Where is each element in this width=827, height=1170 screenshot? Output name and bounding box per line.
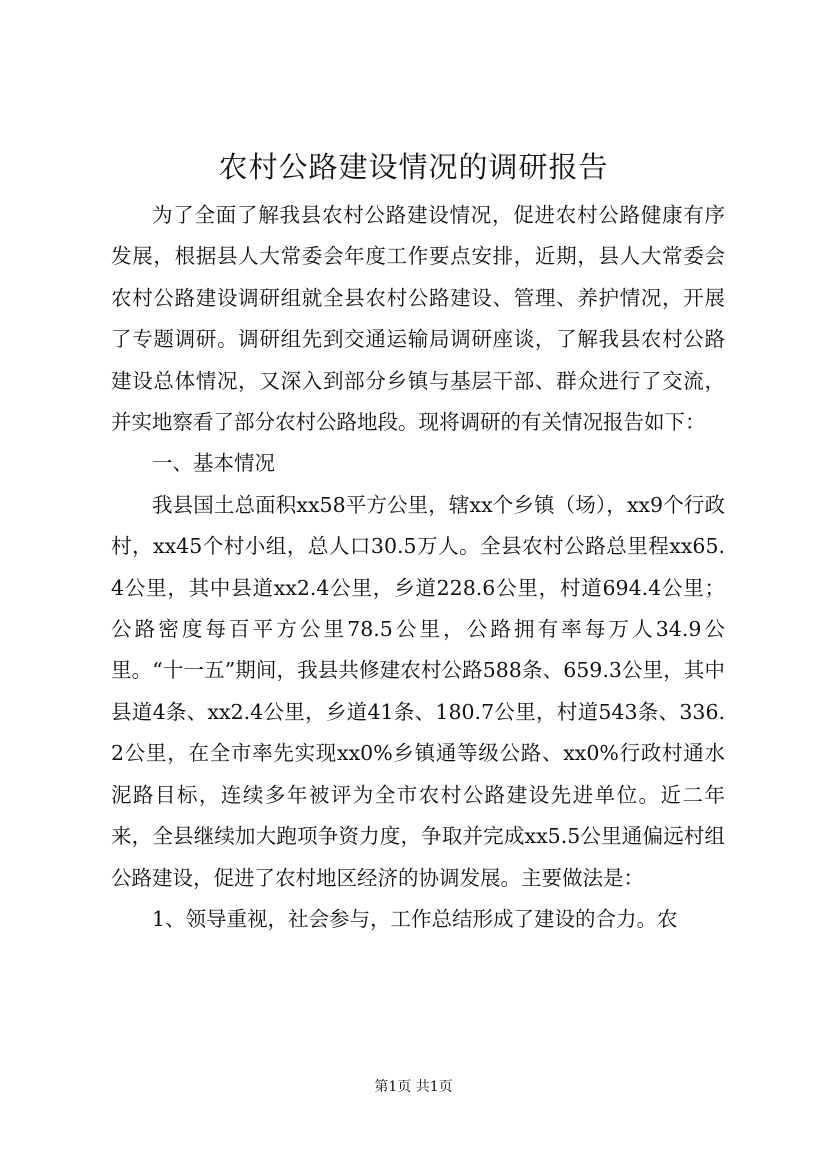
section-heading-basic-situation: 一、基本情况 xyxy=(152,451,275,476)
document-body xyxy=(111,195,725,940)
paragraph-intro: 为了全面了解我县农村公路建设情况，促进农村公路健康有序发展，根据县人大常委会年度工作要点安排，近期，县人大常委会农村公路建设调研组就全县农村公路建设、管理、养护情况，开展了专题调研。调研组先到交通运输局调研座谈，了解我县农村公路建设总体情况，又深入到部分乡镇与基层干部、群众进行了交流，并实地察看了部分农村公路地段。现将调研的有关情况报告如下： xyxy=(111,203,725,435)
page-footer: 第1页 共1页 xyxy=(374,1079,453,1095)
page-title: 农村公路建设情况的调研报告 xyxy=(218,150,609,184)
paragraph-basic-situation: 我县国土总面积xx58平方公里，辖xx个乡镇（场），xx9个行政村，xx45个村小组，总人口30.5万人。全县农村公路总里程xx65.4公里，其中县道xx2.4公里，乡道228.6公里，村道694.4公里；公路密度每百平方公里78.5公里，公路拥有率每万人34.9公里。“十一五”期间，我县共修建农村公路588条、659.3公里，其中县道4条、xx2.4公里，乡道41条、180.7公里，村道543条、336.2公里，在全市率先实现xx0%乡镇通等级公路、xx0%行政村通水泥路目标，连续多年被评为全市农村公路建设先进单位。近二年来，全县继续加大跑项争资力度，争取并完成xx5.5公里通偏远村组公路建设，促进了农村地区经济的协调发展。主要做法是： xyxy=(111,492,725,890)
paragraph-point-one: 1、领导重视，社会参与，工作总结形成了建设的合力。农 xyxy=(152,906,678,931)
